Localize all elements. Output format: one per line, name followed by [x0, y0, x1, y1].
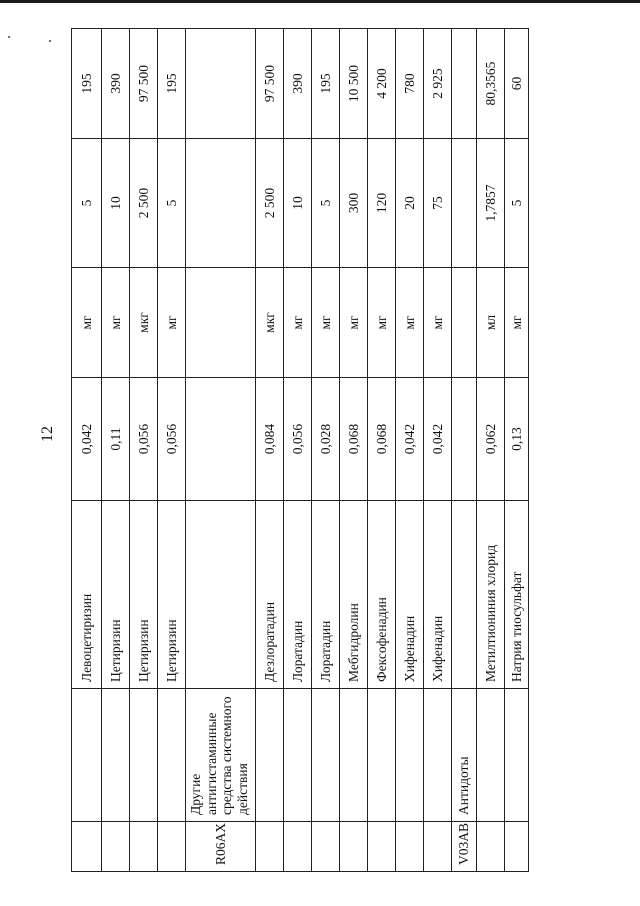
cell-ddd: 0,042 — [396, 378, 424, 501]
cell-drug: Натрия тиосульфат — [505, 501, 529, 689]
cell-dose: 2 500 — [130, 139, 158, 268]
cell-total: 97 500 — [256, 29, 284, 139]
table-row — [368, 29, 396, 872]
cell-group — [256, 689, 284, 822]
table-row — [396, 29, 424, 872]
cell-dose: 1,7857 — [477, 139, 505, 268]
cell-dose: 5 — [505, 139, 529, 268]
cell-code: R06AX — [186, 822, 256, 872]
cell-dose: 75 — [424, 139, 452, 268]
cell-ddd — [452, 378, 477, 501]
cell-dose: 300 — [340, 139, 368, 268]
cell-unit — [452, 268, 477, 378]
cell-total: 780 — [396, 29, 424, 139]
cell-code — [368, 822, 396, 872]
cell-code — [284, 822, 312, 872]
table-row — [284, 29, 312, 872]
cell-unit: мкг — [256, 268, 284, 378]
cell-drug: Цетиризин — [130, 501, 158, 689]
scan-top-edge — [0, 0, 640, 3]
cell-drug: Цетиризин — [102, 501, 130, 689]
cell-group — [72, 689, 102, 822]
cell-total — [186, 29, 256, 139]
cell-dose: 5 — [312, 139, 340, 268]
rotated-table-container — [71, 29, 524, 872]
cell-unit: мг — [284, 268, 312, 378]
cell-unit: мг — [340, 268, 368, 378]
scan-speck — [49, 40, 51, 42]
cell-unit — [186, 268, 256, 378]
cell-drug — [186, 501, 256, 689]
cell-total — [452, 29, 477, 139]
drug-table — [71, 28, 529, 872]
cell-drug: Хифенадин — [396, 501, 424, 689]
cell-unit: мг — [368, 268, 396, 378]
cell-dose: 10 — [284, 139, 312, 268]
cell-total: 80,3565 — [477, 29, 505, 139]
cell-dose: 20 — [396, 139, 424, 268]
cell-ddd: 0,056 — [284, 378, 312, 501]
cell-drug — [452, 501, 477, 689]
cell-code: V03AB — [452, 822, 477, 872]
cell-group: Антидоты — [452, 689, 477, 822]
cell-unit: мл — [477, 268, 505, 378]
cell-dose — [186, 139, 256, 268]
cell-ddd — [186, 378, 256, 501]
table-row — [424, 29, 452, 872]
cell-total: 195 — [158, 29, 186, 139]
table-row — [312, 29, 340, 872]
cell-ddd: 0,042 — [72, 378, 102, 501]
table-row — [340, 29, 368, 872]
cell-drug: Левоцетиризин — [72, 501, 102, 689]
cell-group — [130, 689, 158, 822]
cell-code — [72, 822, 102, 872]
table-row — [186, 29, 256, 872]
cell-unit: мг — [505, 268, 529, 378]
cell-drug: Лоратадин — [284, 501, 312, 689]
cell-code — [256, 822, 284, 872]
cell-dose: 2 500 — [256, 139, 284, 268]
cell-code — [312, 822, 340, 872]
cell-code — [396, 822, 424, 872]
cell-dose — [452, 139, 477, 268]
cell-total: 390 — [284, 29, 312, 139]
cell-unit: мг — [102, 268, 130, 378]
cell-total: 97 500 — [130, 29, 158, 139]
cell-unit: мг — [312, 268, 340, 378]
table-row — [102, 29, 130, 872]
cell-code — [340, 822, 368, 872]
cell-code — [130, 822, 158, 872]
cell-code — [505, 822, 529, 872]
cell-ddd: 0,028 — [312, 378, 340, 501]
cell-group — [477, 689, 505, 822]
cell-group: Другие антигистаминные средства системного действия — [186, 689, 256, 822]
cell-ddd: 0,042 — [424, 378, 452, 501]
cell-drug: Фексофенадин — [368, 501, 396, 689]
table-row — [505, 29, 529, 872]
cell-drug: Метилтиониния хлорид — [477, 501, 505, 689]
cell-total: 10 500 — [340, 29, 368, 139]
cell-dose: 5 — [158, 139, 186, 268]
cell-ddd: 0,068 — [368, 378, 396, 501]
cell-unit: мг — [158, 268, 186, 378]
cell-group — [284, 689, 312, 822]
cell-code — [158, 822, 186, 872]
cell-unit: мг — [72, 268, 102, 378]
table-row — [130, 29, 158, 872]
cell-unit: мкг — [130, 268, 158, 378]
cell-drug: Лоратадин — [312, 501, 340, 689]
cell-unit: мг — [396, 268, 424, 378]
cell-group — [102, 689, 130, 822]
cell-dose: 5 — [72, 139, 102, 268]
cell-ddd: 0,13 — [505, 378, 529, 501]
page-number: 12 — [39, 426, 56, 442]
cell-drug: Дезлоратадин — [256, 501, 284, 689]
cell-dose: 120 — [368, 139, 396, 268]
cell-total: 390 — [102, 29, 130, 139]
table-row — [158, 29, 186, 872]
document-table-frame — [71, 29, 524, 872]
table-row — [72, 29, 102, 872]
cell-group — [340, 689, 368, 822]
cell-ddd: 0,056 — [130, 378, 158, 501]
cell-total: 60 — [505, 29, 529, 139]
cell-ddd: 0,11 — [102, 378, 130, 501]
cell-unit: мг — [424, 268, 452, 378]
cell-ddd: 0,062 — [477, 378, 505, 501]
cell-drug: Хифенадин — [424, 501, 452, 689]
cell-group — [158, 689, 186, 822]
cell-group — [424, 689, 452, 822]
cell-dose: 10 — [102, 139, 130, 268]
cell-ddd: 0,056 — [158, 378, 186, 501]
cell-ddd: 0,084 — [256, 378, 284, 501]
cell-ddd: 0,068 — [340, 378, 368, 501]
table-row — [452, 29, 477, 872]
cell-drug: Мебгидролин — [340, 501, 368, 689]
cell-drug: Цетиризин — [158, 501, 186, 689]
cell-code — [477, 822, 505, 872]
cell-code — [102, 822, 130, 872]
cell-total: 195 — [72, 29, 102, 139]
cell-code — [424, 822, 452, 872]
table-row — [256, 29, 284, 872]
scan-speck — [8, 36, 10, 38]
cell-group — [505, 689, 529, 822]
cell-total: 2 925 — [424, 29, 452, 139]
cell-total: 4 200 — [368, 29, 396, 139]
table-row — [477, 29, 505, 872]
cell-group — [312, 689, 340, 822]
cell-group — [396, 689, 424, 822]
cell-group — [368, 689, 396, 822]
cell-total: 195 — [312, 29, 340, 139]
